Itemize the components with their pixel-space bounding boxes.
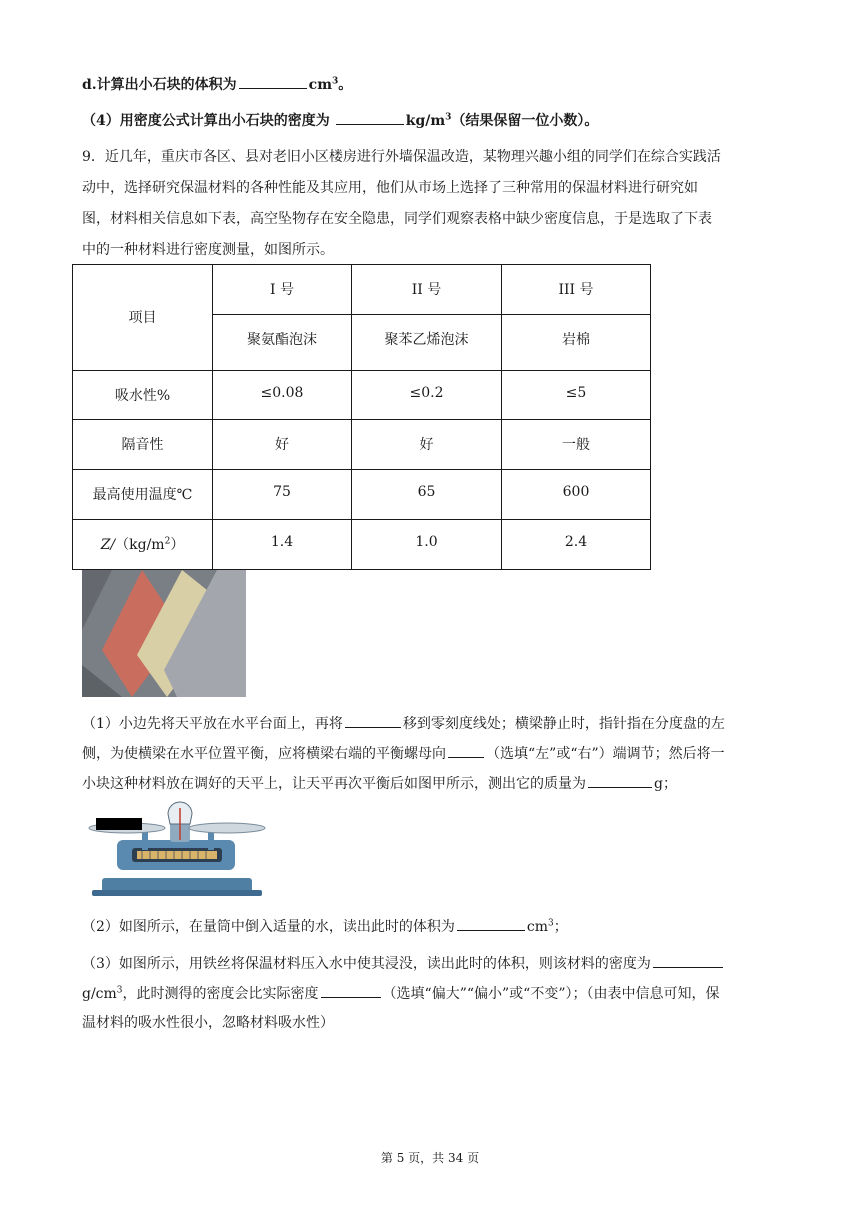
table-row [73,470,651,520]
unit-sup: 3 [332,76,339,87]
balance-scale-illustration [82,800,268,897]
question-1-line-3 [82,773,677,794]
cell: 1.4 [213,520,352,570]
col-number-2: II 号 [352,265,502,315]
question-1-text-e: 小块这种材料放在调好的天平上，让天平再次平衡后如图甲所示，测出它的质量为 [82,776,586,792]
answer-blank[interactable] [345,713,401,728]
row-label [73,520,213,570]
answer-blank[interactable] [653,953,723,968]
material-info-table [72,264,651,570]
question-4-line [82,110,598,131]
row-label: 最高使用温度℃ [73,470,213,520]
question-3-line-1 [82,953,725,974]
cell: 600 [502,470,651,520]
insulation-boards-image [82,570,246,697]
question-4-text: （4）用密度公式计算出小石块的密度为 [82,113,330,129]
table-row [73,520,651,570]
punctuation: ； [553,919,568,935]
unit-sup: 3 [116,985,123,996]
unit-text: g/cm [82,986,117,1002]
cell: 2.4 [502,520,651,570]
question-1-line-2 [82,743,725,764]
col-number-3: III 号 [502,265,651,315]
cell: ≤0.08 [213,371,352,420]
cell: 65 [352,470,502,520]
col-name-1: 聚氨酯泡沫 [213,315,352,371]
answer-blank[interactable] [336,110,404,125]
question-1-text-b: 移到零刻度线处；横梁静止时，指针指在分度盘的左 [402,716,725,732]
cell: 好 [352,420,502,470]
row-label: 隔音性 [73,420,213,470]
row-label-symbol: Z/ [100,537,116,553]
col-name-3: 岩棉 [502,315,651,371]
cell: 75 [213,470,352,520]
hint-text: （结果保留一位小数）。 [451,113,599,129]
page-footer: 第 5 页，共 34 页 [380,1151,480,1165]
unit-text: cm [526,919,549,935]
cell: ≤5 [502,371,651,420]
table-header-item: 项目 [73,265,213,371]
material-sample-block [96,818,142,830]
answer-blank[interactable] [588,773,652,788]
question-1-text-d: （选填“左”或“右”）端调节；然后将一 [486,746,725,762]
punctuation: 。 [338,77,353,93]
question-9-line-2: 动中，选择研究保温材料的各种性能及其应用，他们从市场上选择了三种常用的保温材料进行研究如 [82,180,698,196]
question-3-line-3: 温材料的吸水性很小，忽略材料吸水性） [82,1015,334,1031]
question-d-line [82,74,352,95]
question-3-text-c: （选填“偏大”“偏小”或“不变”）；（由表中信息可知，保 [382,986,720,1002]
question-1-text-a: （1）小边先将天平放在水平台面上，再将 [82,716,343,732]
question-9-line-4: 中的一种材料进行密度测量，如图所示。 [82,242,334,258]
unit-text: kg/m [405,113,446,129]
cell: 一般 [502,420,651,470]
row-label-unit: （kg/m [115,537,165,553]
answer-blank[interactable] [239,74,307,89]
question-2-line [82,916,568,937]
table-row [73,371,651,420]
question-1-text-f: g； [654,776,677,792]
question-1-text-c: 侧，为使横梁在水平位置平衡，应将横梁右端的平衡螺母向 [82,746,446,762]
col-name-2: 聚苯乙烯泡沫 [352,315,502,371]
unit-sup: 3 [548,918,554,929]
row-label-sup: 2 [164,536,171,547]
unit-sup: 3 [445,112,452,123]
cell: 好 [213,420,352,470]
question-9-line-3: 图，材料相关信息如下表，高空坠物存在安全隐患，同学们观察表格中缺少密度信息，于是选取了下表 [82,211,712,227]
question-3-line-2 [82,983,719,1004]
question-2-text: （2）如图所示，在量筒中倒入适量的水，读出此时的体积为 [82,919,455,935]
insulation-materials-photo [82,570,246,697]
table-row [73,420,651,470]
row-label-end: ） [170,537,185,553]
col-number-1: I 号 [213,265,352,315]
cell: 1.0 [352,520,502,570]
answer-blank[interactable] [448,743,484,758]
answer-blank[interactable] [321,983,381,998]
question-d-text: d.计算出小石块的体积为 [82,77,237,93]
question-3-text-a: （3）如图所示，用铁丝将保温材料压入水中使其浸没，读出此时的体积，则该材料的密度为 [82,956,651,972]
unit-text: cm [308,77,333,93]
cell: ≤0.2 [352,371,502,420]
question-1-line-1 [82,713,725,734]
question-3-text-b: ，此时测得的密度会比实际密度 [122,986,319,1002]
question-9-line-1: 9．近几年，重庆市各区、县对老旧小区楼房进行外墙保温改造，某物理兴趣小组的同学们在综合实践活 [82,149,721,165]
answer-blank[interactable] [457,916,525,931]
row-label: 吸水性% [73,371,213,420]
